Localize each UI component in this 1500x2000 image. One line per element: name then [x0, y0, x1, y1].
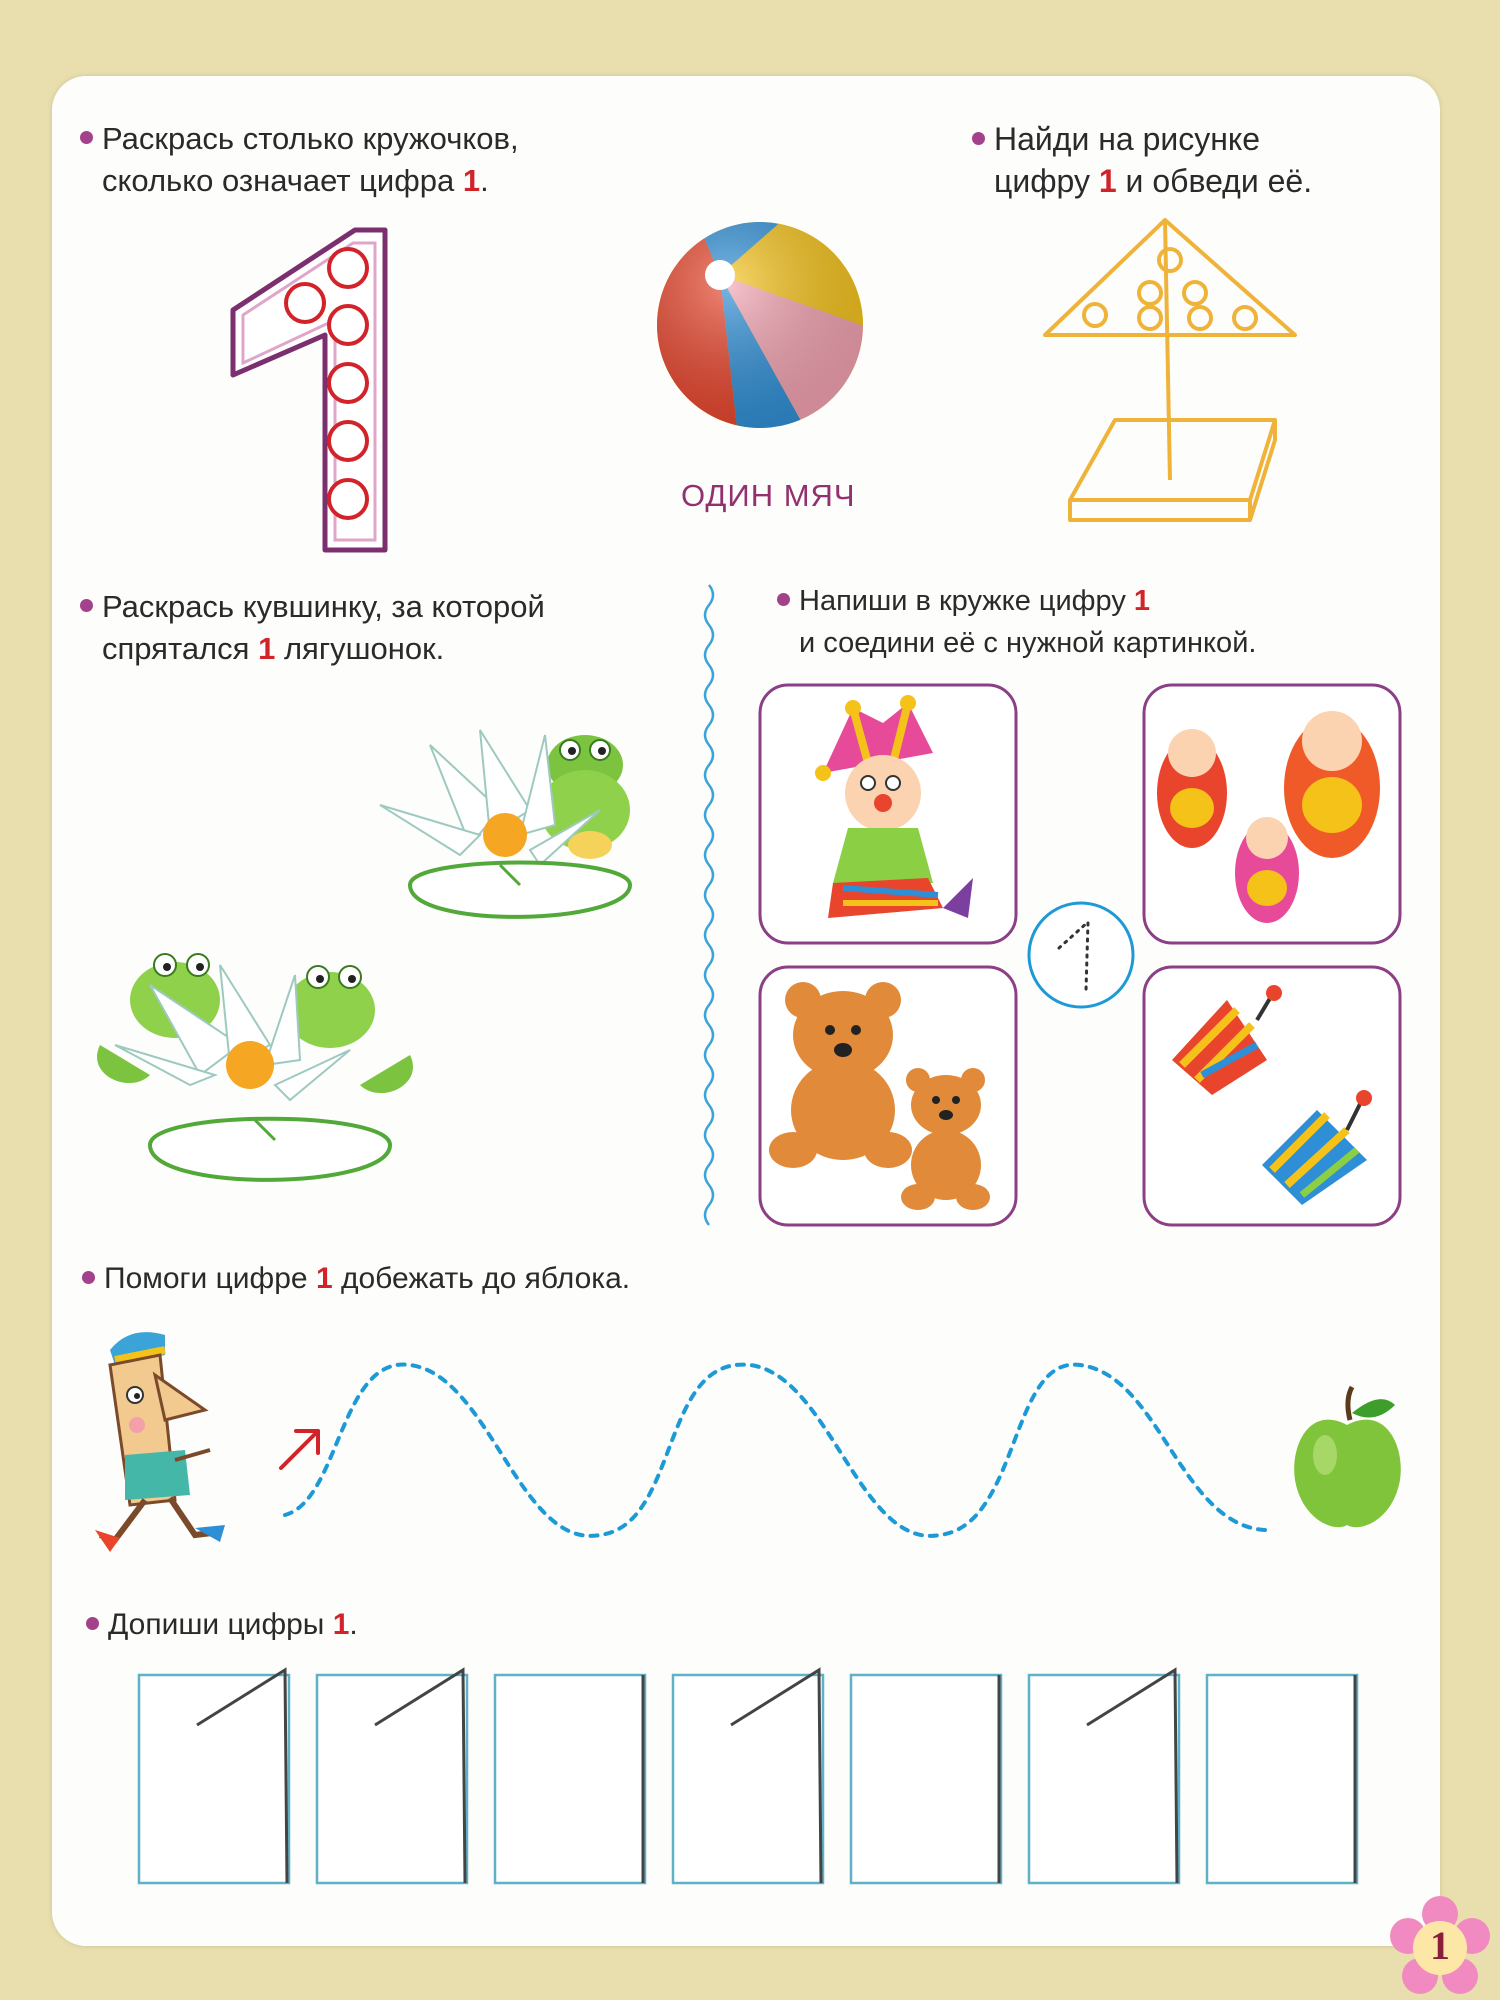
bullet-icon	[80, 599, 93, 612]
picture-card-matryoshkas[interactable]	[1142, 683, 1402, 945]
task-run-to-apple: Помоги цифре 1 добежать до яблока.	[82, 1258, 630, 1300]
writing-cell[interactable]	[139, 1670, 289, 1883]
color-circle[interactable]	[329, 480, 367, 518]
color-circle[interactable]	[329, 249, 367, 287]
picture-card-jester[interactable]	[758, 683, 1018, 945]
running-digit-character-icon	[95, 1320, 230, 1560]
color-circle[interactable]	[286, 284, 324, 322]
bullet-icon	[86, 1617, 99, 1630]
task-finish-digits: Допиши цифры 1.	[86, 1604, 358, 1646]
task-color-circles: Раскрась столько кружочков, сколько означает цифра 1.	[80, 118, 519, 202]
dashed-running-path[interactable]	[280, 1350, 1280, 1550]
writing-cell[interactable]	[851, 1675, 1001, 1883]
bullet-icon	[972, 132, 985, 145]
task-write-and-connect: Напиши в кружке цифру 1 и соедини её с нужной картинкой.	[777, 580, 1256, 664]
ball-caption: ОДИН МЯЧ	[681, 478, 856, 513]
task-find-digit: Найди на рисунке цифру 1 и обведи её.	[972, 118, 1312, 202]
wavy-divider	[699, 585, 719, 1225]
bullet-icon	[82, 1271, 95, 1284]
apple-icon	[1290, 1385, 1405, 1535]
digit-writing-circle[interactable]	[1026, 900, 1136, 1010]
beach-ball-icon	[650, 215, 870, 435]
writing-cell[interactable]	[1029, 1670, 1179, 1883]
task-water-lily: Раскрась кувшинку, за которой спрятался 1 лягушонок.	[80, 586, 545, 670]
writing-cell[interactable]	[317, 1670, 467, 1883]
sandbox-umbrella-icon	[1040, 215, 1300, 545]
writing-cell[interactable]	[495, 1675, 645, 1883]
writing-cell[interactable]	[673, 1670, 823, 1883]
page-number: 1	[1430, 1923, 1450, 1968]
writing-cells-row	[137, 1665, 1367, 1890]
lily-one-frog-icon	[370, 715, 670, 945]
bullet-icon	[777, 593, 790, 606]
color-circle[interactable]	[329, 422, 367, 460]
lily-two-frogs-icon	[90, 925, 420, 1205]
digit-one-outline	[225, 225, 425, 555]
picture-card-spinning-tops[interactable]	[1142, 965, 1402, 1227]
picture-card-teddy-bears[interactable]	[758, 965, 1018, 1227]
color-circle[interactable]	[329, 306, 367, 344]
color-circle[interactable]	[329, 364, 367, 402]
writing-cell[interactable]	[1207, 1675, 1357, 1883]
bullet-icon	[80, 131, 93, 144]
